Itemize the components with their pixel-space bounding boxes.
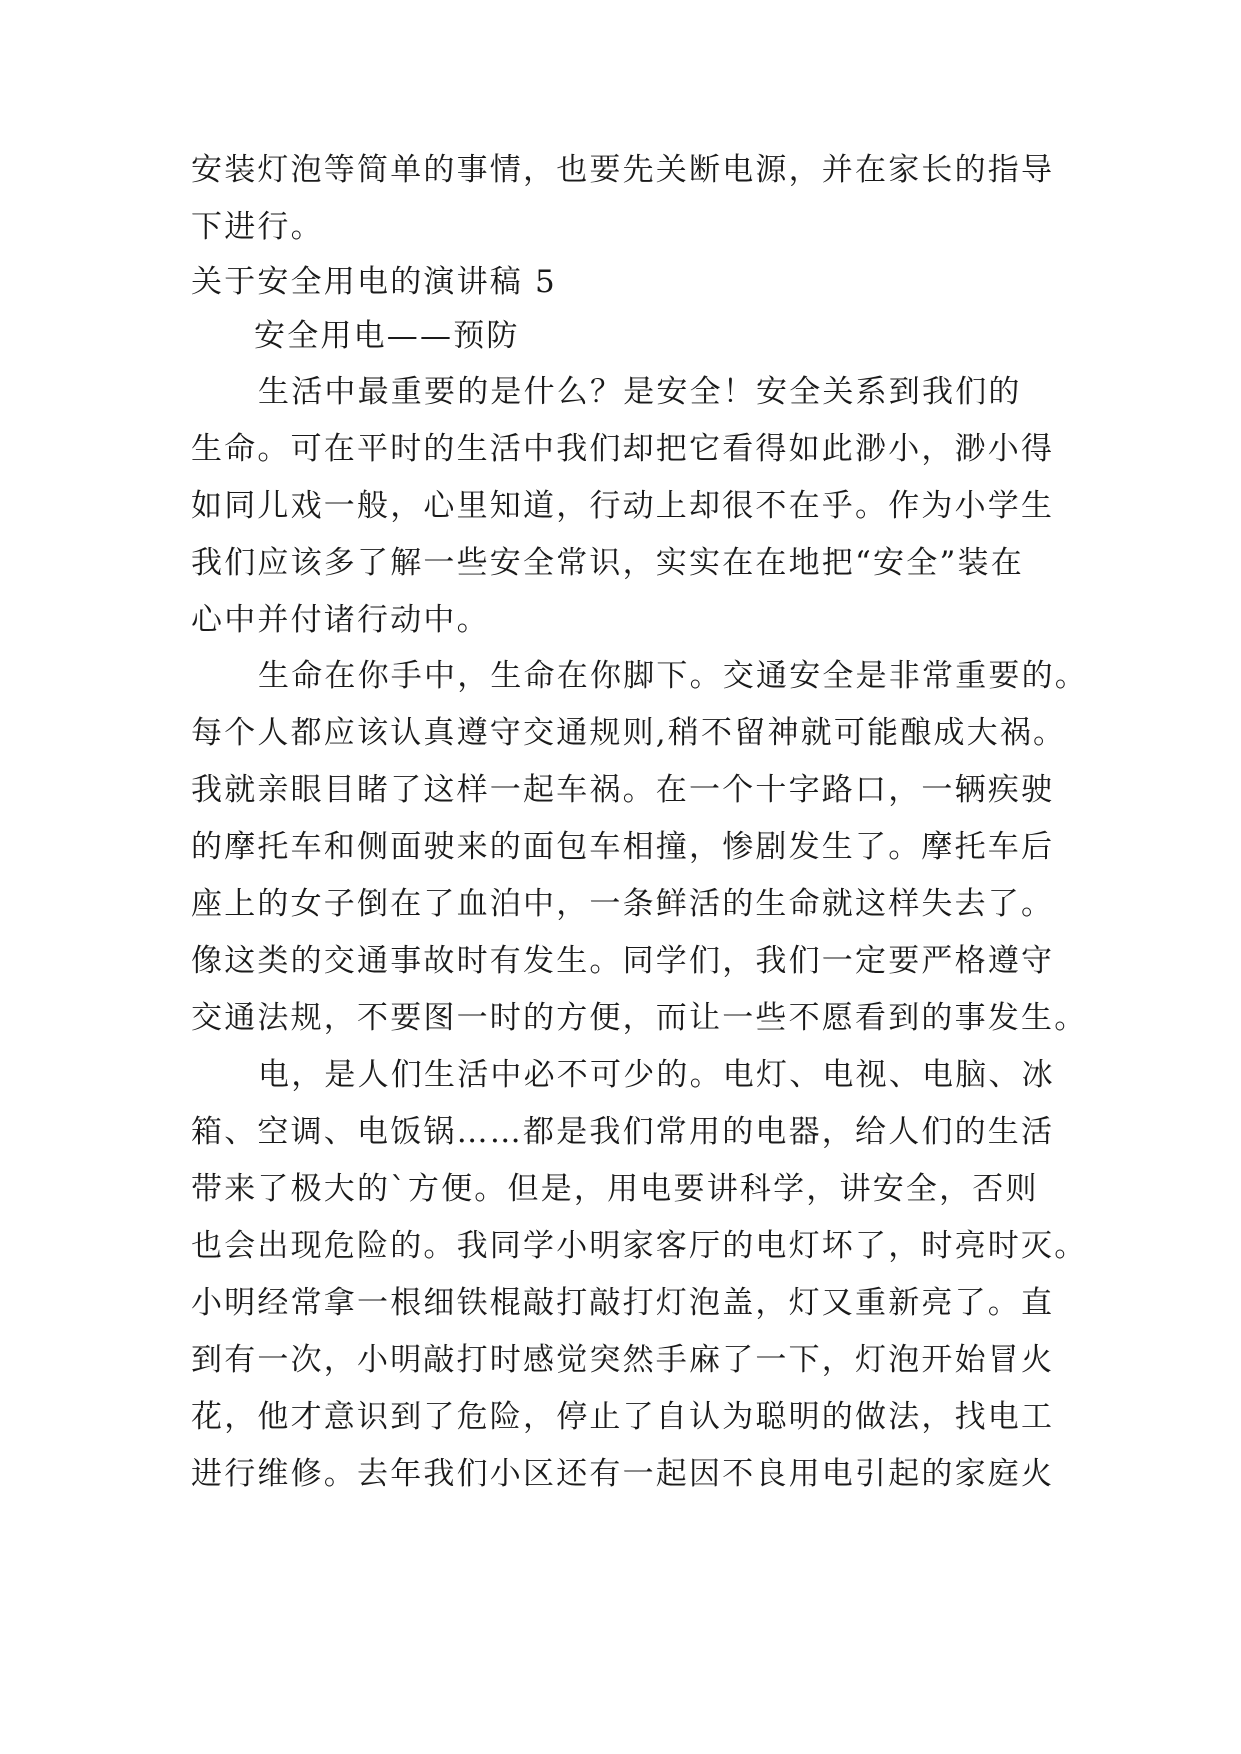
text-line: 下进行。 [191,209,324,245]
text-line: 如同儿戏一般，心里知道，行动上却很不在乎。作为小学生 [191,488,1055,524]
text-line: 花，他才意识到了危险，停止了自认为聪明的做法，找电工 [191,1399,1055,1435]
text-line: 生活中最重要的是什么？是安全！安全关系到我们的 [258,374,1022,410]
text-line: 进行维修。去年我们小区还有一起因不良用电引起的家庭火 [191,1456,1055,1492]
text-line: 生命在你手中，生命在你脚下。交通安全是非常重要的。 [258,658,1088,694]
section-title: 关于安全用电的演讲稿 5 [191,264,557,300]
text-line: 箱、空调、电饭锅……都是我们常用的电器，给人们的生活 [191,1114,1055,1150]
text-line: 我就亲眼目睹了这样一起车祸。在一个十字路口，一辆疾驶 [191,772,1055,808]
text-line: 交通法规，不要图一时的方便，而让一些不愿看到的事发生。 [191,1000,1088,1036]
text-line: 我们应该多了解一些安全常识，实实在在地把“安全”装在 [191,545,1024,581]
text-line: 的摩托车和侧面驶来的面包车相撞，惨剧发生了。摩托车后 [191,829,1055,865]
text-line: 座上的女子倒在了血泊中，一条鲜活的生命就这样失去了。 [191,886,1055,922]
subtitle: 安全用电——预防 [254,318,520,354]
text-line: 生命。可在平时的生活中我们却把它看得如此渺小，渺小得 [191,431,1055,467]
text-line: 带来了极大的`方便。但是，用电要讲科学，讲安全，否则 [191,1171,1039,1207]
text-line: 像这类的交通事故时有发生。同学们，我们一定要严格遵守 [191,943,1055,979]
text-line: 小明经常拿一根细铁棍敲打敲打灯泡盖，灯又重新亮了。直 [191,1285,1055,1321]
text-line: 到有一次，小明敲打时感觉突然手麻了一下，灯泡开始冒火 [191,1342,1055,1378]
text-line: 也会出现危险的。我同学小明家客厅的电灯坏了，时亮时灭。 [191,1228,1088,1264]
text-line: 电，是人们生活中必不可少的。电灯、电视、电脑、冰 [258,1057,1055,1093]
text-line: 每个人都应该认真遵守交通规则,稍不留神就可能酿成大祸。 [191,715,1067,751]
text-line: 安装灯泡等简单的事情，也要先关断电源，并在家长的指导 [191,152,1055,188]
text-line: 心中并付诸行动中。 [191,602,490,638]
